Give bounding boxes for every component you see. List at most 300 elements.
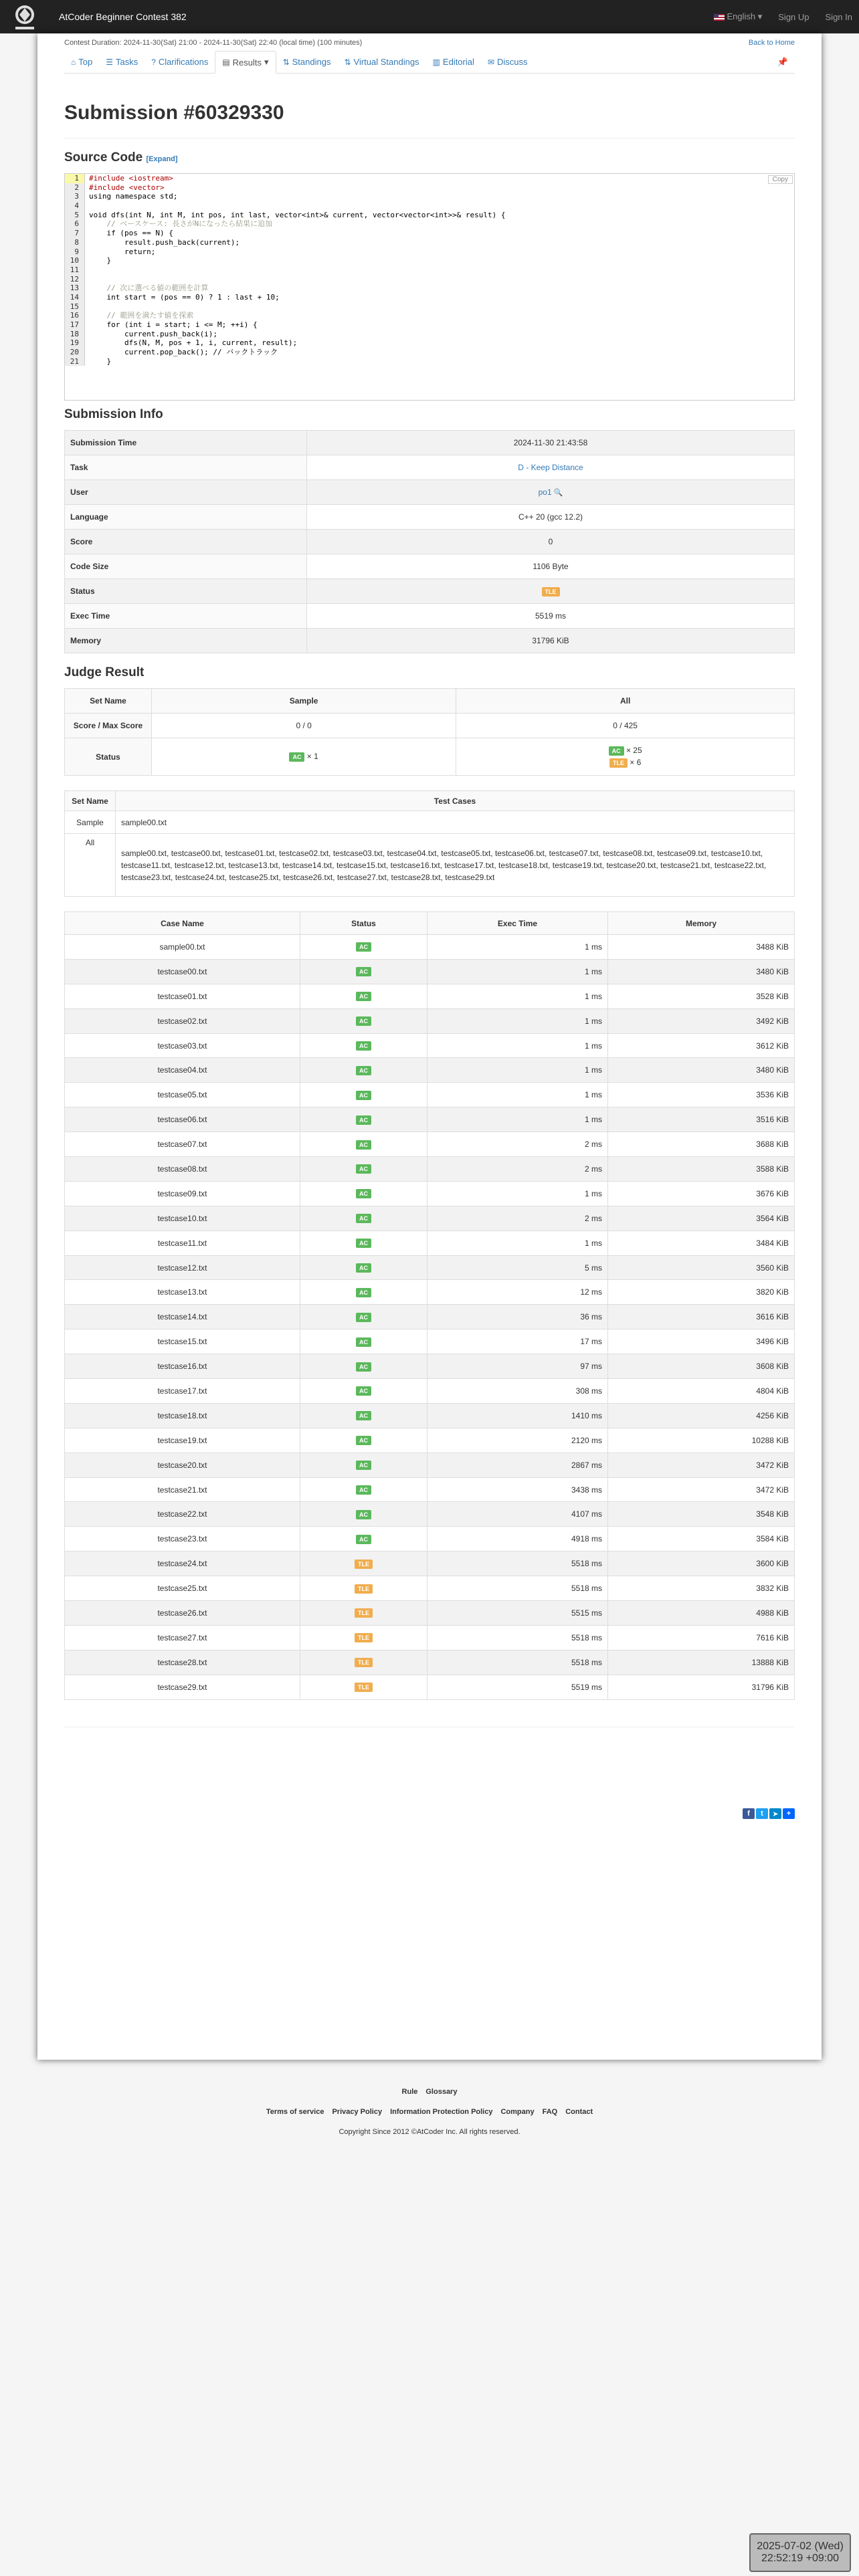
code-text: dfs(N, M, pos + 1, i, current, result); [89, 338, 298, 348]
case-memory: 3472 KiB [608, 1477, 795, 1502]
tab-virtual-standings[interactable] [337, 51, 425, 72]
case-status [300, 1255, 427, 1280]
table-row [65, 984, 795, 1008]
tab-label: Standings [292, 57, 331, 67]
case-status [300, 959, 427, 984]
case-header-memory: Memory [608, 912, 795, 935]
telegram-share-icon[interactable]: ➤ [769, 1808, 781, 1819]
info-row [65, 480, 795, 505]
status-badge: AC [356, 1436, 371, 1445]
case-exec-time: 2 ms [427, 1206, 608, 1230]
line-number: 4 [65, 201, 85, 211]
code-line [65, 256, 794, 265]
list-icon: ☰ [106, 57, 113, 67]
task-link[interactable]: D - Keep Distance [518, 463, 583, 472]
case-name: testcase19.txt [65, 1428, 300, 1453]
line-number: 5 [65, 211, 85, 220]
case-memory: 3560 KiB [608, 1255, 795, 1280]
add-share-icon[interactable]: + [783, 1808, 795, 1819]
table-row [65, 1305, 795, 1329]
case-name: testcase06.txt [65, 1107, 300, 1132]
line-number: 12 [65, 275, 85, 284]
book-icon: ▥ [432, 57, 440, 67]
line-number: 14 [65, 293, 85, 302]
results-icon: ▤ [222, 58, 230, 67]
line-number: 19 [65, 338, 85, 348]
case-status [300, 984, 427, 1008]
case-status [300, 1650, 427, 1675]
case-memory: 3480 KiB [608, 1058, 795, 1083]
status-badge: AC [356, 1091, 371, 1100]
status-badge: AC [356, 1386, 371, 1396]
footer-link[interactable]: Contact [565, 2108, 593, 2116]
footer-link[interactable]: Company [500, 2108, 535, 2116]
case-name: testcase23.txt [65, 1527, 300, 1551]
code-text: int start = (pos == 0) ? 1 : last + 10; [89, 292, 280, 302]
status-badge: AC [356, 942, 371, 952]
case-status [300, 1305, 427, 1329]
fixed-clock [749, 2533, 851, 2572]
status-badge: AC [356, 1313, 371, 1322]
table-row [65, 1280, 795, 1305]
tab-results[interactable] [215, 51, 276, 74]
case-status [300, 935, 427, 960]
case-status [300, 1181, 427, 1206]
tab-label: Editorial [442, 57, 474, 67]
footer-link[interactable]: Information Protection Policy [390, 2108, 493, 2116]
table-row [65, 1083, 795, 1107]
case-name: testcase09.txt [65, 1181, 300, 1206]
contest-duration: Contest Duration: 2024-11-30(Sat) 21:00 - 2024-11-30(Sat) 22:40 (local time) (100 minutes) [64, 39, 363, 47]
status-badge: AC [356, 1041, 371, 1051]
status-badge: TLE [542, 587, 560, 597]
table-row [65, 1008, 795, 1033]
info-value-text: C++ 20 (gcc 12.2) [518, 512, 583, 522]
sort-icon: ⇅ [344, 57, 351, 67]
status-count: × 25 [626, 746, 642, 755]
table-row [65, 1477, 795, 1502]
facebook-share-icon[interactable]: f [743, 1808, 755, 1819]
info-value [307, 480, 795, 505]
case-exec-time: 4918 ms [427, 1527, 608, 1551]
status-badge: TLE [355, 1658, 373, 1667]
judge-header-sample: Sample [152, 689, 456, 714]
info-key: Status [65, 579, 307, 604]
info-key: Exec Time [65, 604, 307, 629]
case-status [300, 1329, 427, 1354]
info-value [307, 530, 795, 554]
score-label: Score / Max Score [65, 714, 152, 738]
code-text: return; [89, 247, 156, 256]
tab-label: Virtual Standings [353, 57, 419, 67]
case-name: testcase20.txt [65, 1453, 300, 1477]
status-badge: AC [356, 1016, 371, 1026]
status-badge: AC [356, 992, 371, 1001]
case-exec-time: 5518 ms [427, 1650, 608, 1675]
case-exec-time: 1 ms [427, 935, 608, 960]
code-text [85, 275, 89, 284]
case-name: testcase04.txt [65, 1058, 300, 1083]
code-line [65, 302, 794, 312]
info-value [307, 629, 795, 653]
table-row [65, 1157, 795, 1182]
language-label: English [727, 11, 756, 21]
tab-discuss[interactable] [481, 51, 535, 72]
case-exec-time: 5519 ms [427, 1675, 608, 1699]
code-line [65, 357, 794, 366]
case-status [300, 1625, 427, 1650]
share-buttons [743, 1808, 795, 1819]
info-row [65, 604, 795, 629]
status-badge: AC [356, 1337, 371, 1347]
status-badge: AC [356, 1485, 371, 1495]
case-exec-time: 5515 ms [427, 1601, 608, 1626]
code-text: // ベースケース: 長さがNになったら結果に追加 [89, 219, 273, 229]
table-row [65, 1255, 795, 1280]
case-exec-time: 5518 ms [427, 1625, 608, 1650]
line-number: 18 [65, 330, 85, 339]
case-header-exec-time: Exec Time [427, 912, 608, 935]
case-status [300, 1675, 427, 1699]
contest-tabs [64, 51, 795, 74]
case-name: testcase11.txt [65, 1230, 300, 1255]
status-badge: AC [356, 1288, 371, 1297]
case-name: testcase22.txt [65, 1502, 300, 1527]
table-row [65, 1058, 795, 1083]
code-line [65, 229, 794, 238]
case-exec-time: 1 ms [427, 1058, 608, 1083]
code-line [65, 320, 794, 330]
info-row [65, 455, 795, 480]
case-memory: 3516 KiB [608, 1107, 795, 1132]
footer-link[interactable]: FAQ [542, 2108, 558, 2116]
code-line [65, 201, 794, 211]
line-number: 15 [65, 302, 85, 312]
code-text: #include <iostream> [89, 174, 173, 183]
case-status [300, 1083, 427, 1107]
case-memory: 10288 KiB [608, 1428, 795, 1453]
code-text: #include <vector> [89, 183, 165, 192]
case-memory: 3536 KiB [608, 1083, 795, 1107]
line-number: 3 [65, 192, 85, 201]
line-number: 10 [65, 256, 85, 265]
status-badge: AC [356, 1510, 371, 1519]
expand-link[interactable]: [Expand] [146, 155, 178, 163]
case-memory: 4256 KiB [608, 1403, 795, 1428]
case-memory: 3608 KiB [608, 1354, 795, 1379]
case-exec-time: 36 ms [427, 1305, 608, 1329]
tab-label: Results [232, 57, 262, 68]
question-icon: ? [151, 57, 156, 67]
case-memory: 3548 KiB [608, 1502, 795, 1527]
case-status [300, 1477, 427, 1502]
table-row [65, 1576, 795, 1601]
table-row [65, 1403, 795, 1428]
case-status [300, 1206, 427, 1230]
code-text: void dfs(int N, int M, int pos, int last, vector<int>& current, vector<vector<int>>& result) { [89, 210, 506, 219]
info-key: User [65, 480, 307, 505]
case-name: testcase00.txt [65, 959, 300, 984]
footer-link[interactable]: Privacy Policy [332, 2108, 383, 2116]
judge-header-set-name: Set Name [65, 689, 152, 714]
case-memory: 3616 KiB [608, 1305, 795, 1329]
case-status [300, 1576, 427, 1601]
code-text [85, 302, 89, 312]
table-row [65, 1453, 795, 1477]
case-exec-time: 1 ms [427, 1181, 608, 1206]
line-number: 8 [65, 238, 85, 247]
tab-tasks[interactable] [99, 51, 145, 72]
status-badge: AC [356, 1115, 371, 1125]
code-line [65, 284, 794, 293]
line-number: 2 [65, 183, 85, 193]
info-row [65, 530, 795, 554]
table-row [65, 959, 795, 984]
case-memory: 4988 KiB [608, 1601, 795, 1626]
case-memory: 3480 KiB [608, 959, 795, 984]
case-header-status: Status [300, 912, 427, 935]
submission-info-table [64, 430, 795, 653]
tab-clarifications[interactable] [145, 51, 215, 72]
case-memory: 3676 KiB [608, 1181, 795, 1206]
code-line [65, 238, 794, 247]
source-code-block[interactable] [64, 173, 795, 401]
user-link[interactable]: po1 [538, 488, 552, 497]
code-text: current.push_back(i); [89, 329, 218, 338]
case-memory: 3472 KiB [608, 1453, 795, 1477]
sign-in-link[interactable]: Sign In [825, 11, 852, 22]
atcoder-logo[interactable] [7, 0, 43, 33]
case-status [300, 1379, 427, 1404]
info-row [65, 431, 795, 455]
case-name: testcase13.txt [65, 1280, 300, 1305]
code-line [65, 247, 794, 257]
case-exec-time: 5518 ms [427, 1576, 608, 1601]
info-value [307, 505, 795, 530]
tab-label: Top [78, 57, 93, 67]
case-memory: 3484 KiB [608, 1230, 795, 1255]
case-status [300, 1428, 427, 1453]
footer-link[interactable]: Terms of service [266, 2108, 324, 2116]
all-score: 0 / 425 [456, 714, 795, 738]
table-row [65, 1379, 795, 1404]
code-line [65, 338, 794, 348]
case-memory: 13888 KiB [608, 1650, 795, 1675]
status-badge: AC [356, 1411, 371, 1420]
case-exec-time: 97 ms [427, 1354, 608, 1379]
info-row [65, 629, 795, 653]
info-value-text: 5519 ms [535, 611, 567, 621]
case-memory: 3832 KiB [608, 1576, 795, 1601]
sample-score: 0 / 0 [152, 714, 456, 738]
info-key: Code Size [65, 554, 307, 579]
case-memory: 3528 KiB [608, 984, 795, 1008]
line-number: 7 [65, 229, 85, 238]
case-name: testcase12.txt [65, 1255, 300, 1280]
table-row [65, 1601, 795, 1626]
code-line [65, 330, 794, 339]
back-to-home-link[interactable]: Back to Home [748, 39, 795, 47]
case-status [300, 1008, 427, 1033]
tab-editorial[interactable] [426, 51, 481, 72]
line-number: 16 [65, 311, 85, 320]
status-badge: AC [356, 967, 371, 976]
case-memory: 3612 KiB [608, 1033, 795, 1058]
case-name: testcase10.txt [65, 1206, 300, 1230]
code-line [65, 219, 794, 229]
case-exec-time: 2 ms [427, 1132, 608, 1157]
set-cases: sample00.txt [116, 811, 795, 834]
info-key: Memory [65, 629, 307, 653]
set-cases: sample00.txt, testcase00.txt, testcase01.txt, testcase02.txt, testcase03.txt, testcase04.txt, testcase05.txt, testcase06.txt, testcase07.txt, testcase08.txt, testcase09.txt, testcase10.txt, testcase11.txt, testcase12.txt, testcase13.txt, testcase14.txt, testcase15.txt, testcase16.txt, testcase17.txt, testcase18.txt, testcase19.txt, testcase20.txt, testcase21.txt, testcase22.txt, testcase23.txt, testcase24.txt, testcase25.txt, testcase26.txt, testcase27.txt, testcase28.txt, testcase29.txt [116, 834, 795, 897]
status-badge: AC [356, 1535, 371, 1544]
home-icon: ⌂ [71, 57, 76, 67]
case-name: testcase27.txt [65, 1625, 300, 1650]
info-key: Language [65, 505, 307, 530]
table-row [65, 1206, 795, 1230]
table-row [65, 1527, 795, 1551]
tab-label: Discuss [496, 57, 528, 67]
case-exec-time: 4107 ms [427, 1502, 608, 1527]
case-status [300, 1527, 427, 1551]
line-number: 20 [65, 348, 85, 357]
main-container [37, 33, 822, 2060]
table-row [65, 1132, 795, 1157]
code-text: using namespace std; [89, 192, 178, 201]
pin-icon[interactable]: 📌 [777, 57, 788, 67]
comment-icon: ✉ [487, 57, 494, 67]
source-code-heading [64, 150, 795, 165]
code-text: } [89, 256, 112, 265]
case-exec-time: 1 ms [427, 1083, 608, 1107]
case-results-table [64, 911, 795, 1700]
case-name: testcase17.txt [65, 1379, 300, 1404]
case-status [300, 1601, 427, 1626]
case-name: testcase03.txt [65, 1033, 300, 1058]
info-key: Score [65, 530, 307, 554]
table-row [65, 1675, 795, 1699]
tab-label: Tasks [115, 57, 138, 67]
set-name: All [65, 834, 116, 897]
table-row [65, 1230, 795, 1255]
tab-label: Clarifications [158, 57, 209, 67]
status-badge: AC [356, 1362, 371, 1372]
page-title: Submission #60329330 [64, 102, 284, 124]
tab-standings[interactable] [276, 51, 338, 72]
twitter-share-icon[interactable]: t [756, 1808, 768, 1819]
table-row [65, 1625, 795, 1650]
case-memory: 3584 KiB [608, 1527, 795, 1551]
set-name: Sample [65, 811, 116, 834]
status-count: × 1 [306, 752, 318, 761]
line-number: 13 [65, 284, 85, 293]
case-name: testcase08.txt [65, 1157, 300, 1182]
footer-link[interactable]: Rule [401, 2088, 418, 2096]
footer-link[interactable]: Glossary [425, 2088, 458, 2096]
status-badge: AC [609, 746, 624, 756]
status-badge: AC [356, 1263, 371, 1273]
case-status [300, 1354, 427, 1379]
search-icon[interactable]: 🔍 [551, 489, 563, 497]
case-name: testcase18.txt [65, 1403, 300, 1428]
table-row [65, 1502, 795, 1527]
case-status [300, 1403, 427, 1428]
case-name: testcase29.txt [65, 1675, 300, 1699]
code-line [65, 265, 794, 275]
us-flag-icon [714, 14, 725, 21]
status-badge: TLE [355, 1584, 373, 1594]
case-name: testcase02.txt [65, 1008, 300, 1033]
case-memory: 3588 KiB [608, 1157, 795, 1182]
case-exec-time: 2 ms [427, 1157, 608, 1182]
case-name: sample00.txt [65, 935, 300, 960]
status-badge: AC [356, 1461, 371, 1470]
case-memory: 3600 KiB [608, 1551, 795, 1576]
code-text: } [89, 356, 112, 366]
line-number: 21 [65, 357, 85, 366]
case-exec-time: 1410 ms [427, 1403, 608, 1428]
code-line [65, 211, 794, 220]
table-row [65, 1181, 795, 1206]
case-status [300, 1453, 427, 1477]
info-value-text: 31796 KiB [532, 636, 569, 645]
table-row [65, 1551, 795, 1576]
contest-title[interactable]: AtCoder Beginner Contest 382 [59, 11, 187, 22]
status-badge: AC [356, 1164, 371, 1174]
case-name: testcase14.txt [65, 1305, 300, 1329]
copy-button[interactable]: Copy [768, 175, 793, 184]
code-line [65, 275, 794, 284]
code-line [65, 293, 794, 302]
case-name: testcase16.txt [65, 1354, 300, 1379]
language-select[interactable]: English ▾ [714, 11, 762, 22]
case-memory: 3488 KiB [608, 935, 795, 960]
case-name: testcase15.txt [65, 1329, 300, 1354]
source-code-title: Source Code [64, 150, 143, 165]
case-name: testcase05.txt [65, 1083, 300, 1107]
info-row [65, 554, 795, 579]
all-status [456, 738, 795, 776]
status-badge: AC [356, 1066, 371, 1075]
case-exec-time: 1 ms [427, 1033, 608, 1058]
line-number: 6 [65, 219, 85, 229]
case-name: testcase26.txt [65, 1601, 300, 1626]
table-row [65, 1650, 795, 1675]
case-memory: 4804 KiB [608, 1379, 795, 1404]
judge-result-table [64, 688, 795, 776]
status-badge: TLE [355, 1608, 373, 1618]
case-memory: 31796 KiB [608, 1675, 795, 1699]
status-badge: TLE [609, 758, 628, 768]
case-exec-time: 2120 ms [427, 1428, 608, 1453]
case-exec-time: 3438 ms [427, 1477, 608, 1502]
info-value [307, 554, 795, 579]
table-row [65, 1107, 795, 1132]
info-value [307, 455, 795, 480]
sample-status [152, 738, 456, 776]
case-exec-time: 12 ms [427, 1280, 608, 1305]
code-text: for (int i = start; i <= M; ++i) { [89, 320, 258, 329]
sign-up-link[interactable]: Sign Up [778, 11, 809, 22]
code-text [85, 265, 89, 275]
case-memory: 7616 KiB [608, 1625, 795, 1650]
info-value-text: 1106 Byte [533, 562, 569, 571]
case-name: testcase07.txt [65, 1132, 300, 1157]
table-row [65, 935, 795, 960]
case-memory: 3496 KiB [608, 1329, 795, 1354]
info-value [307, 431, 795, 455]
tab-top[interactable] [64, 51, 99, 72]
